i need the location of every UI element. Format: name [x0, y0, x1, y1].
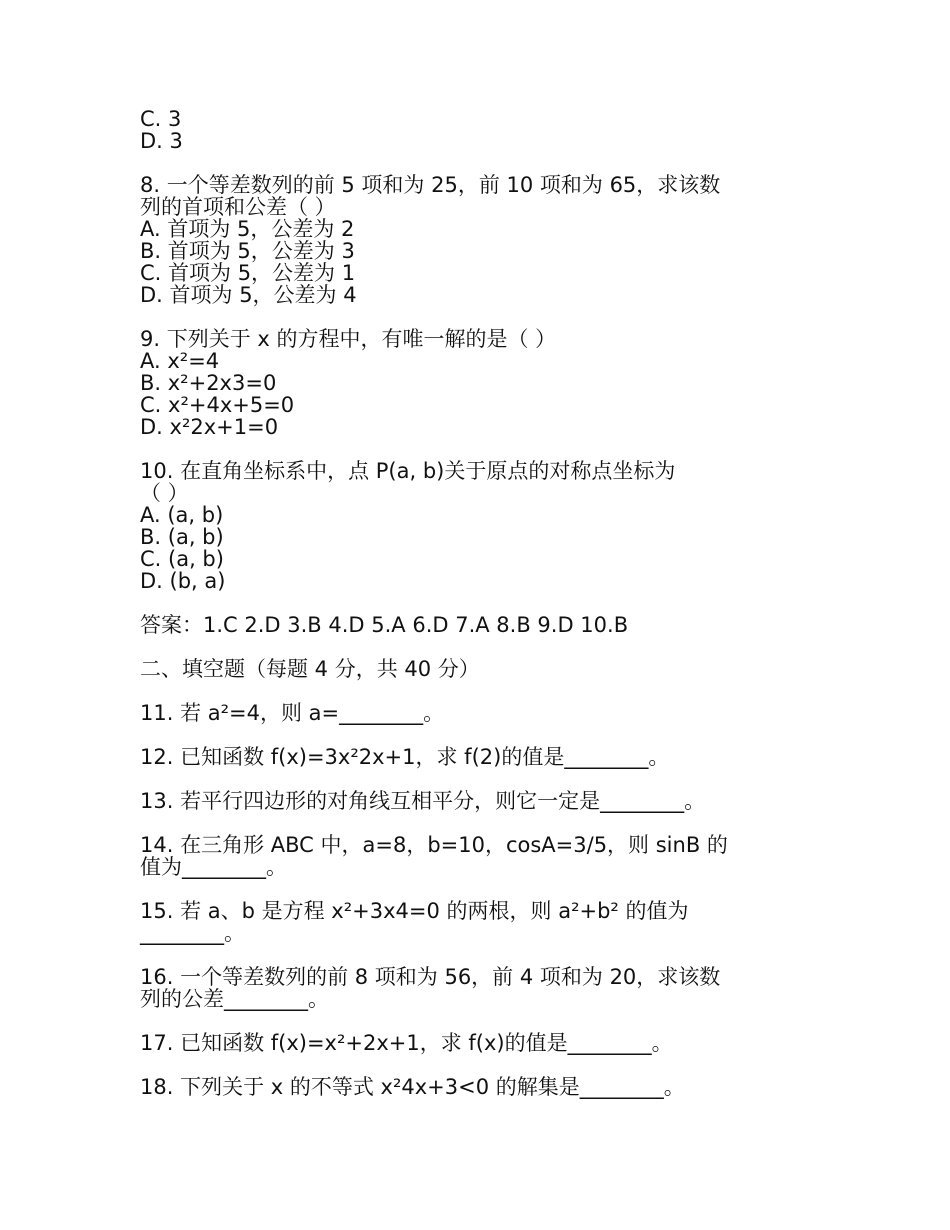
question-stem: 18. 下列关于 x 的不等式 x²4x+3<0 的解集是________。 — [140, 1075, 685, 1099]
question-stem: 12. 已知函数 f(x)=3x²2x+1，求 f(2)的值是________。 — [140, 745, 670, 769]
fill-in-18 — [140, 1076, 820, 1098]
question-stem: （ ） — [140, 481, 189, 505]
question-stem: 9. 下列关于 x 的方程中，有唯一解的是（ ） — [140, 327, 557, 351]
question-stem: 列的首项和公差（ ） — [140, 195, 336, 219]
option-d: D. 3 — [140, 129, 183, 153]
question-stem: 15. 若 a、b 是方程 x²+3x4=0 的两根，则 a²+b² 的值为 — [140, 899, 689, 923]
fill-in-16 — [140, 966, 820, 1010]
option-a: A. 首项为 5，公差为 2 — [140, 217, 355, 241]
question-stem: 值为________。 — [140, 855, 287, 879]
option-d: D. (b, a) — [140, 569, 226, 593]
option-b: B. x²+2x3=0 — [140, 371, 277, 395]
fill-in-17 — [140, 1032, 820, 1054]
option-c: C. (a, b) — [140, 547, 224, 571]
option-d: D. x²2x+1=0 — [140, 415, 279, 439]
option-c: C. 3 — [140, 107, 182, 131]
question-stem: 11. 若 a²=4，则 a=________。 — [140, 701, 445, 725]
fill-in-14 — [140, 834, 820, 878]
document-page — [140, 108, 820, 1098]
question-9 — [140, 328, 820, 438]
option-d: D. 首项为 5，公差为 4 — [140, 283, 357, 307]
question-stem: 16. 一个等差数列的前 8 项和为 56，前 4 项和为 20，求该数 — [140, 965, 721, 989]
question-7-options-tail — [140, 108, 820, 152]
question-stem: 17. 已知函数 f(x)=x²+2x+1，求 f(x)的值是________。 — [140, 1031, 673, 1055]
question-10 — [140, 460, 820, 592]
fill-in-11 — [140, 702, 820, 724]
question-8 — [140, 174, 820, 306]
option-a: A. x²=4 — [140, 349, 220, 373]
question-stem: 列的公差________。 — [140, 987, 329, 1011]
option-c: C. x²+4x+5=0 — [140, 393, 295, 417]
section-title: 二、填空题（每题 4 分，共 40 分） — [140, 657, 480, 681]
fill-in-13 — [140, 790, 820, 812]
fill-in-15 — [140, 900, 820, 944]
question-stem: ________。 — [140, 921, 245, 945]
question-stem: 8. 一个等差数列的前 5 项和为 25，前 10 项和为 65，求该数 — [140, 173, 721, 197]
option-a: A. (a, b) — [140, 503, 224, 527]
option-c: C. 首项为 5，公差为 1 — [140, 261, 356, 285]
question-stem: 14. 在三角形 ABC 中，a=8，b=10，cosA=3/5，则 sinB 的 — [140, 833, 728, 857]
option-b: B. (a, b) — [140, 525, 224, 549]
answer-key: 答案：1.C 2.D 3.B 4.D 5.A 6.D 7.A 8.B 9.D 10.B — [140, 613, 629, 637]
question-stem: 13. 若平行四边形的对角线互相平分，则它一定是________。 — [140, 789, 706, 813]
question-stem: 10. 在直角坐标系中，点 P(a, b)关于原点的对称点坐标为 — [140, 459, 676, 483]
option-b: B. 首项为 5，公差为 3 — [140, 239, 355, 263]
fill-in-12 — [140, 746, 820, 768]
